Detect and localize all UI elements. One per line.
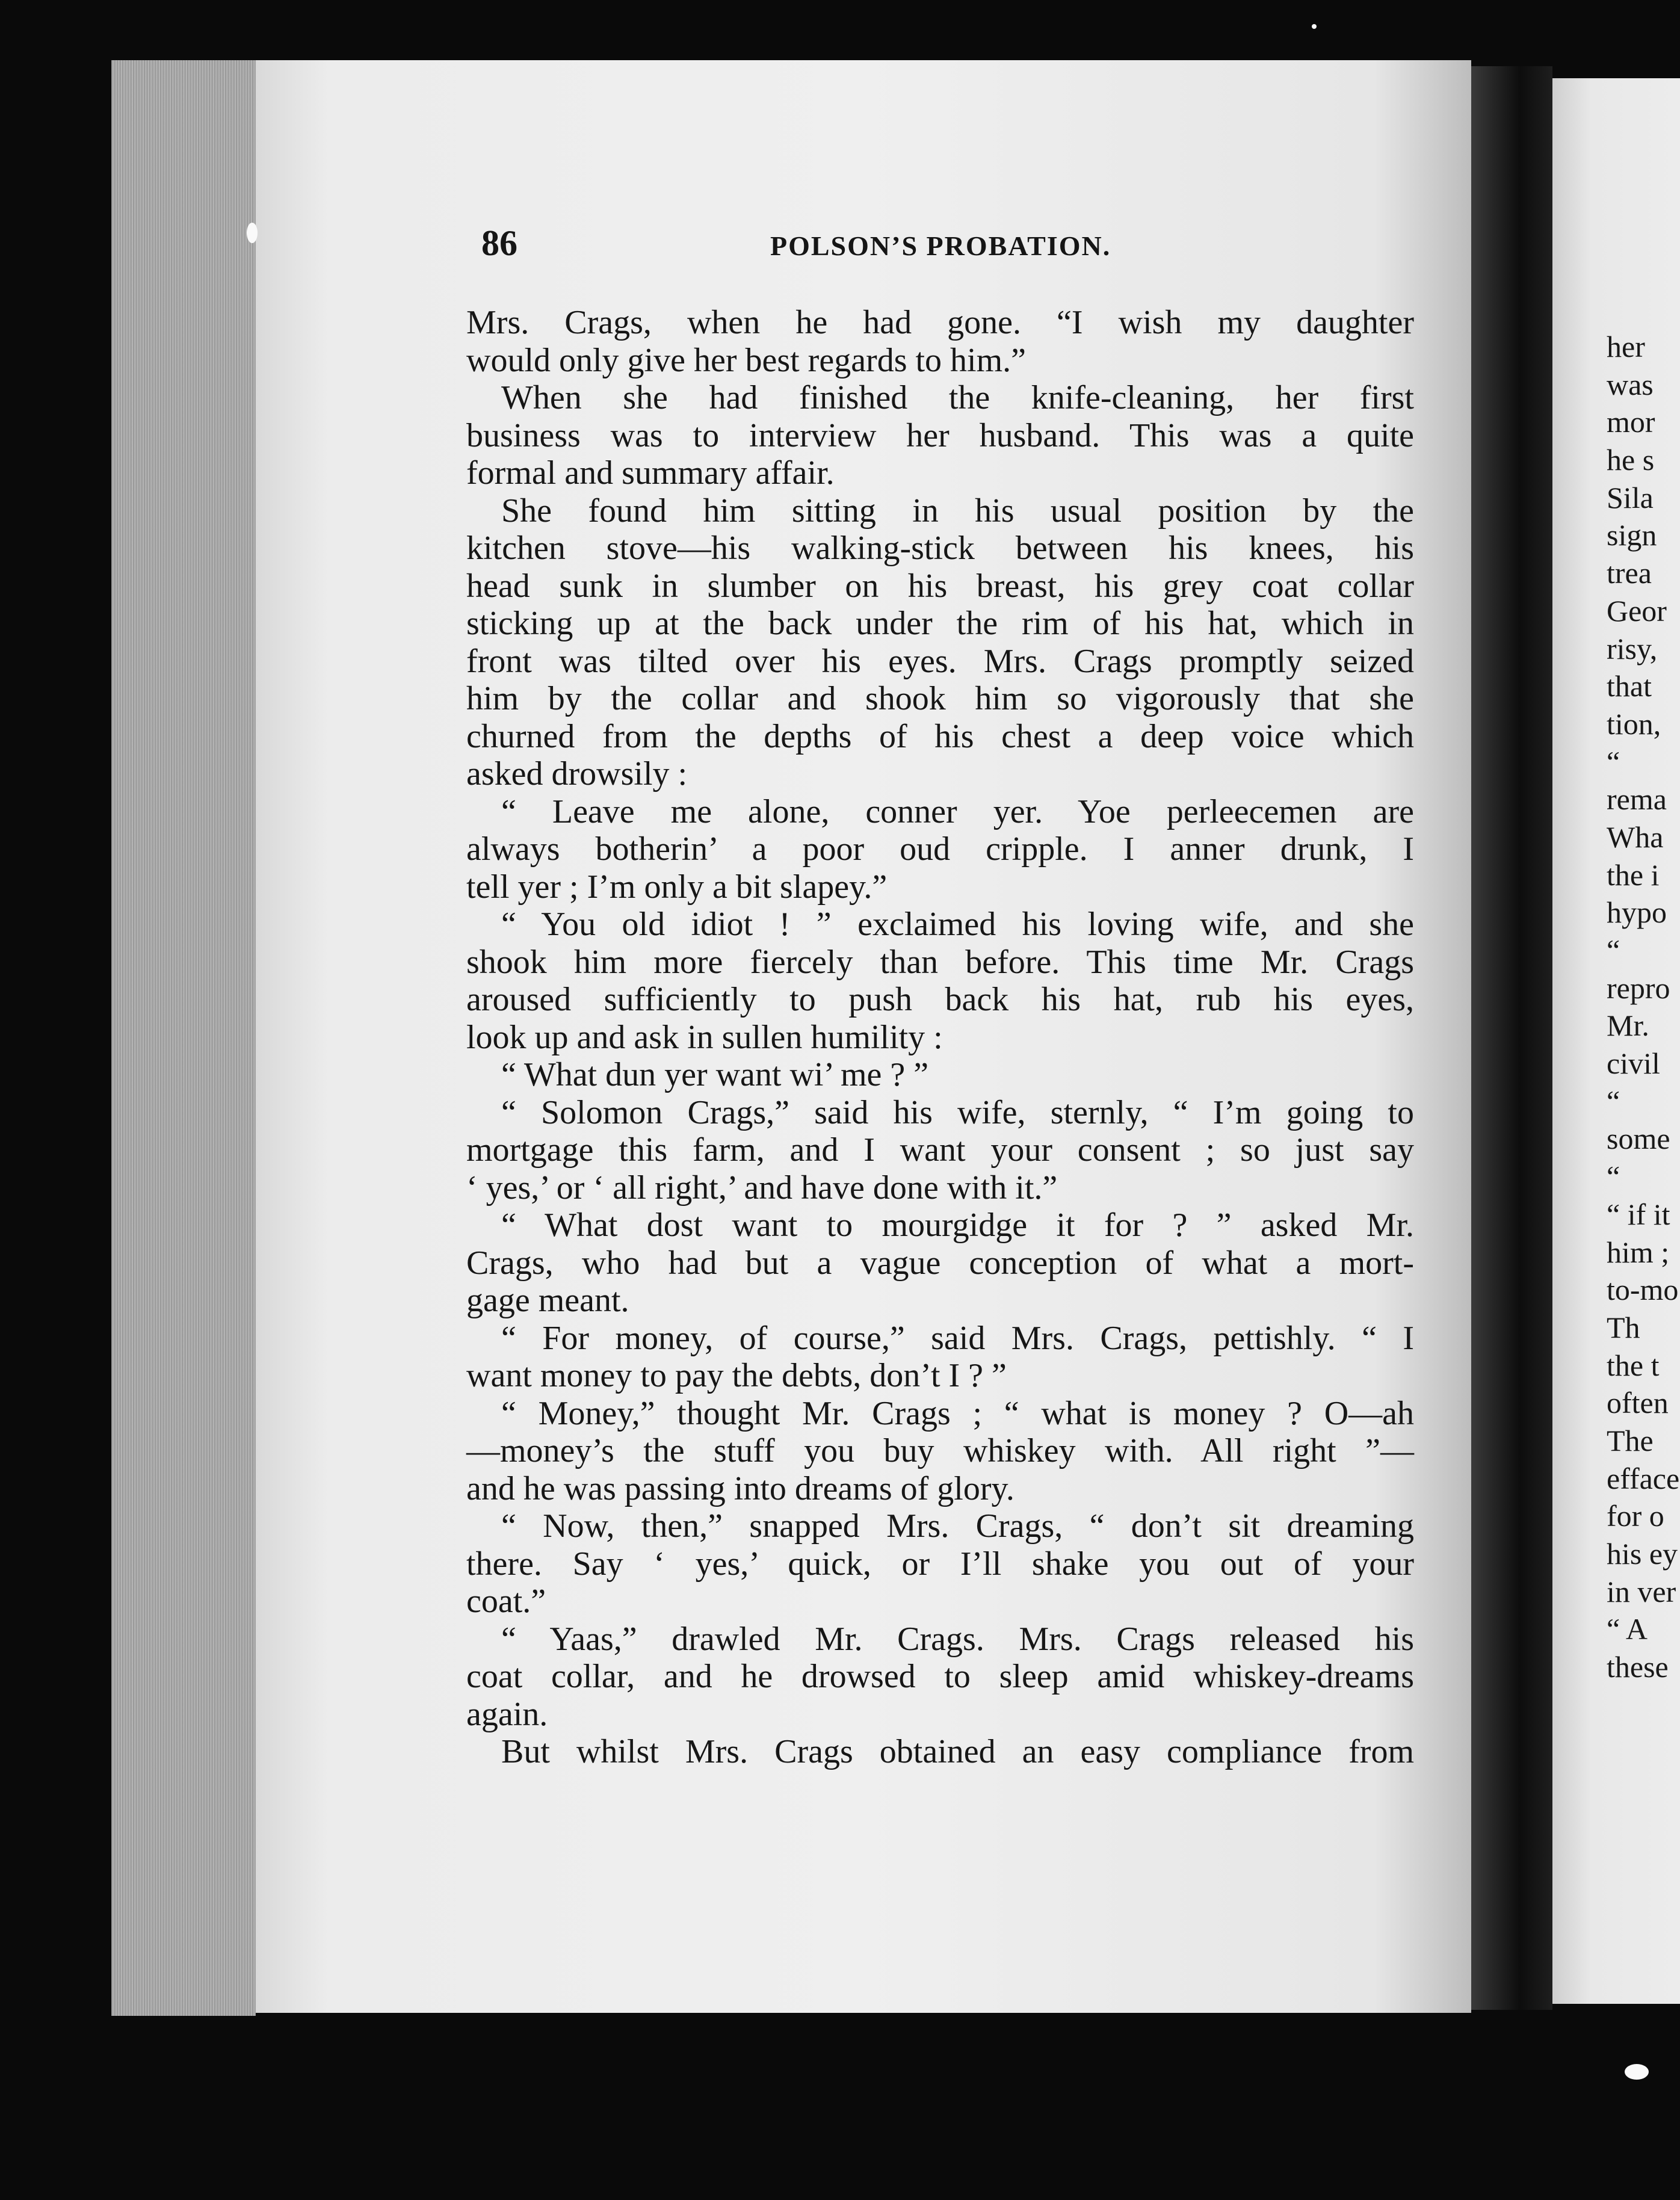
facing-text-line: rema: [1607, 782, 1667, 817]
book-gutter: [1471, 66, 1552, 2010]
facing-text-line: The: [1607, 1423, 1654, 1457]
facing-text-line: the i: [1607, 857, 1660, 892]
facing-text-line: the t: [1607, 1348, 1660, 1382]
text-line: again.: [466, 1695, 548, 1733]
text-line: mortgage this farm, and I want your consent ; so just say: [466, 1131, 1414, 1169]
dust-speck: [247, 223, 258, 243]
text-line: coat.”: [466, 1583, 546, 1620]
facing-text-line: in ver: [1607, 1574, 1676, 1608]
facing-text-line: he s: [1607, 443, 1655, 477]
facing-text-line: “ A: [1607, 1612, 1648, 1646]
facing-text-line: “: [1607, 1084, 1620, 1118]
facing-text-line: for o: [1607, 1499, 1664, 1533]
text-line: coat collar, and he drowsed to sleep amid whiskey-dreams: [466, 1658, 1414, 1695]
text-line: Mrs. Crags, when he had gone. “I wish my daughter: [466, 304, 1414, 341]
facing-text-line: these: [1607, 1650, 1669, 1684]
text-line: “ Leave me alone, conner yer. Yoe perleecemen are: [501, 793, 1414, 830]
dust-speck: [1312, 24, 1317, 29]
facing-text-line: risy,: [1607, 631, 1658, 666]
page-header: [481, 223, 1420, 277]
text-line: and he was passing into dreams of glory.: [466, 1469, 1014, 1507]
text-line: ‘ yes,’ or ‘ all right,’ and have done with it.”: [466, 1169, 1058, 1207]
text-line: But whilst Mrs. Crags obtained an easy compliance from: [501, 1733, 1414, 1770]
facing-text-line: her: [1607, 330, 1645, 363]
facing-text-line: “: [1607, 1160, 1620, 1194]
text-line: gage meant.: [466, 1282, 629, 1319]
text-line: front was tilted over his eyes. Mrs. Crags promptly seized: [466, 642, 1414, 680]
text-line: Crags, who had but a vague conception of what a mort-: [466, 1244, 1414, 1282]
text-line: aroused sufficiently to push back his hat, rub his eyes,: [466, 981, 1414, 1018]
text-line: “ Money,” thought Mr. Crags ; “ what is money ? O—ah: [501, 1394, 1414, 1432]
text-line: “ Yaas,” drawled Mr. Crags. Mrs. Crags released his: [501, 1620, 1414, 1658]
text-line: formal and summary affair.: [466, 454, 835, 492]
text-line: there. Say ‘ yes,’ quick, or I’ll shake you out of your: [466, 1545, 1414, 1583]
facing-text-line: repro: [1607, 971, 1670, 1005]
facing-text-line: was: [1607, 367, 1654, 401]
facing-text-line: efface: [1607, 1461, 1680, 1495]
text-line: shook him more fiercely than before. This time Mr. Crags: [466, 943, 1414, 981]
text-line: “ What dost want to mourgidge it for ? ” asked Mr.: [501, 1207, 1414, 1244]
text-line: head sunk in slumber on his breast, his grey coat collar: [466, 567, 1414, 605]
facing-text-line: sign: [1607, 518, 1657, 552]
facing-text-line: trea: [1607, 556, 1652, 590]
facing-text-line: Wha: [1607, 820, 1664, 854]
text-line: She found him sitting in his usual position by the: [501, 492, 1414, 530]
text-line: “ Now, then,” snapped Mrs. Crags, “ don’t sit dreaming: [501, 1507, 1414, 1545]
text-line: “ You old idiot ! ” exclaimed his loving wife, and she: [501, 906, 1414, 943]
facing-text-line: hypo: [1607, 895, 1667, 930]
text-line: look up and ask in sullen humility :: [466, 1018, 943, 1056]
text-line: churned from the depths of his chest a deep voice which: [466, 717, 1414, 755]
facing-text-line: civil: [1607, 1046, 1660, 1081]
facing-text-line: Sila: [1607, 480, 1654, 514]
text-line: asked drowsily :: [466, 755, 688, 793]
text-line: “ What dun yer want wi’ me ? ”: [501, 1056, 929, 1093]
facing-text-line: tion,: [1607, 706, 1661, 741]
facing-page-text: [1607, 328, 1680, 1686]
running-head: POLSON’S PROBATION.: [770, 230, 1111, 261]
facing-text-line: Th: [1607, 1310, 1640, 1344]
text-line: sticking up at the back under the rim of his hat, which in: [466, 605, 1414, 642]
text-line: would only give her best regards to him.”: [466, 341, 1027, 379]
facing-text-line: his ey: [1607, 1537, 1678, 1571]
facing-text-line: Geor: [1607, 593, 1667, 628]
facing-text-line: him ;: [1607, 1235, 1670, 1269]
facing-text-line: often: [1607, 1386, 1669, 1420]
text-line: kitchen stove—his walking-stick between his knees, his: [466, 530, 1414, 567]
text-line: him by the collar and shook him so vigorously that she: [466, 680, 1414, 717]
text-line: always botherin’ a poor oud cripple. I anner drunk, I: [466, 830, 1414, 868]
text-line: When she had finished the knife-cleaning, her first: [501, 379, 1414, 416]
text-line: “ Solomon Crags,” said his wife, sternly, “ I’m going to: [501, 1093, 1414, 1131]
facing-text-line: “: [1607, 744, 1620, 779]
text-line: business was to interview her husband. This was a quite: [466, 416, 1414, 454]
facing-text-line: mor: [1607, 405, 1655, 439]
facing-text-line: Mr.: [1607, 1009, 1649, 1043]
facing-text-line: to-mo: [1607, 1273, 1679, 1307]
text-line: —money’s the stuff you buy whiskey with. All right ”—: [466, 1432, 1414, 1469]
facing-text-line: that: [1607, 669, 1652, 703]
page-edges: [111, 60, 256, 2016]
body-text: [466, 304, 1414, 1771]
facing-text-line: “: [1607, 933, 1620, 967]
text-line: want money to pay the debts, don’t I ? ”: [466, 1357, 1007, 1394]
facing-text-line: “ if it: [1607, 1197, 1670, 1231]
facing-text-line: some: [1607, 1122, 1670, 1156]
text-line: tell yer ; I’m only a bit slapey.”: [466, 868, 888, 906]
dust-speck: [1625, 2064, 1649, 2080]
page-number: 86: [481, 223, 517, 263]
text-line: “ For money, of course,” said Mrs. Crags, pettishly. “ I: [501, 1319, 1414, 1357]
